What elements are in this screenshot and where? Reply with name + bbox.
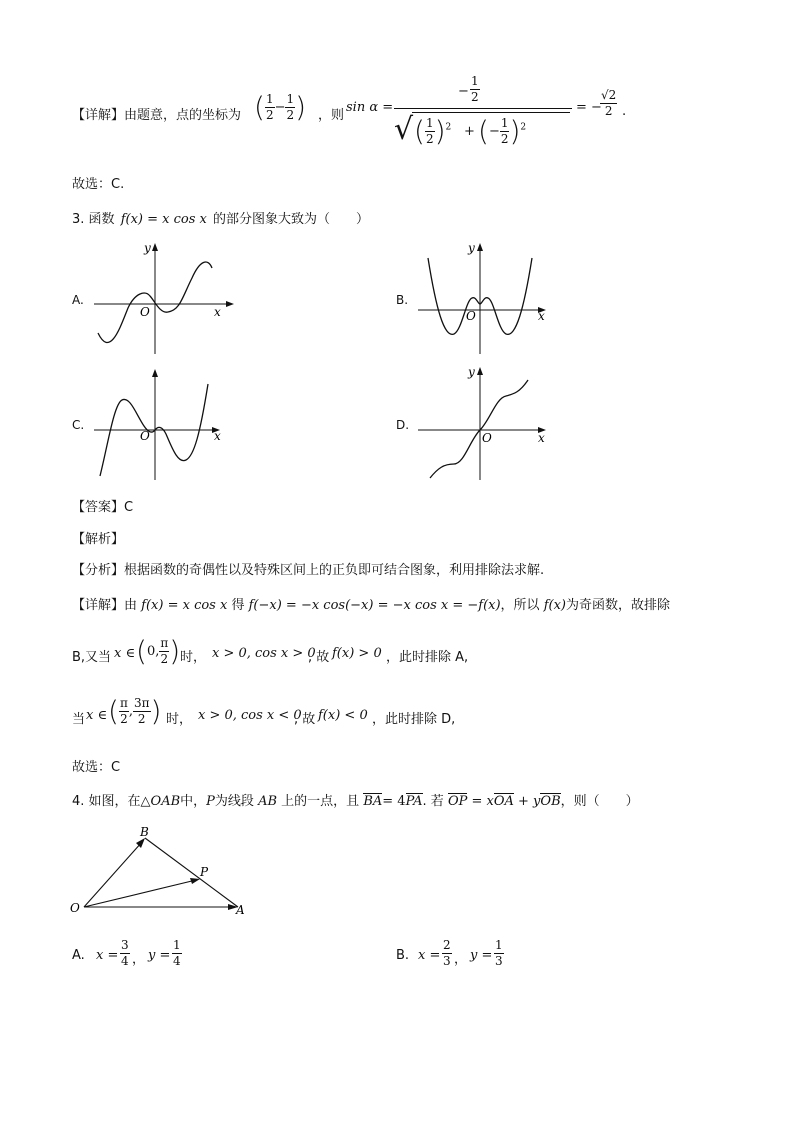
option-a-label: A. bbox=[72, 293, 84, 307]
origin-label: O bbox=[482, 431, 492, 445]
origin-label: O bbox=[466, 309, 476, 323]
axis-y-label: y bbox=[468, 241, 475, 255]
option-b-label: B. bbox=[396, 293, 409, 307]
neg-sqrt2-over-2: $\frac{√2}{2}$ bbox=[601, 88, 617, 118]
axis-y-label: y bbox=[468, 365, 475, 379]
graph-option-b bbox=[414, 238, 554, 358]
detail1-prefix: 【详解】由题意，点的坐标为 bbox=[72, 108, 242, 123]
axis-y-label: y bbox=[144, 241, 151, 255]
detail1-end: . bbox=[622, 104, 627, 119]
detail2-line1: 【详解】由 f(x) = x cos x 得 f(−x) = −x cos(−x) = −x cos x = −f(x)，所以 f(x)为奇函数，故排除 bbox=[72, 598, 671, 613]
axis-x-label: x bbox=[538, 309, 545, 323]
point-p-label: P bbox=[200, 865, 209, 879]
q3-func: f(x) = x cos x bbox=[120, 212, 207, 227]
option-d-label: D. bbox=[396, 418, 410, 432]
vertex-a-label: A bbox=[236, 903, 245, 917]
option-c-label: C. bbox=[72, 418, 85, 432]
answer1: 故选：C. bbox=[72, 177, 125, 192]
origin-label: O bbox=[140, 429, 150, 443]
graph-option-c bbox=[90, 364, 240, 484]
triangle-figure bbox=[68, 824, 258, 924]
axis-x-label: x bbox=[214, 429, 221, 443]
axis-x-label: x bbox=[538, 431, 545, 445]
sin-alpha: sin α = bbox=[346, 100, 394, 115]
graph-option-a bbox=[90, 238, 240, 358]
graph-option-d bbox=[414, 364, 554, 484]
detail1-point: ( $\frac{1}{2}$ − $\frac{1}{2}$ ) bbox=[254, 90, 307, 124]
origin-label: O bbox=[140, 305, 150, 319]
answer2: 【答案】C bbox=[72, 500, 134, 515]
detail1-then: ，则 bbox=[318, 108, 345, 123]
vertex-b-label: B bbox=[140, 825, 149, 839]
fenxi-line: 【分析】根据函数的奇偶性以及特殊区间上的正负即可结合图象，利用排除法求解. bbox=[72, 563, 545, 578]
axis-x-label: x bbox=[214, 305, 221, 319]
analysis-title: 【解析】 bbox=[72, 532, 125, 547]
detail1-eq-tail: = − bbox=[576, 100, 602, 115]
sin-alpha-fraction: − $\frac{1}{2}$ √ ( $\frac{1}{2}$ )$^2$ + (− $\frac{1}{2}$ )$^2$ bbox=[394, 74, 572, 152]
q4-stem: 4. 如图，在△OAB中，P为线段 AB 上的一点，且 BA= 4PA. 若 OP = xOA + yOB，则（ ） bbox=[72, 794, 639, 809]
q3-stem: 3. 函数 f(x) = x cos x 的部分图象大致为（ ） bbox=[72, 212, 369, 227]
answer3: 故选：C bbox=[72, 760, 121, 775]
vertex-o-label: O bbox=[70, 901, 80, 915]
